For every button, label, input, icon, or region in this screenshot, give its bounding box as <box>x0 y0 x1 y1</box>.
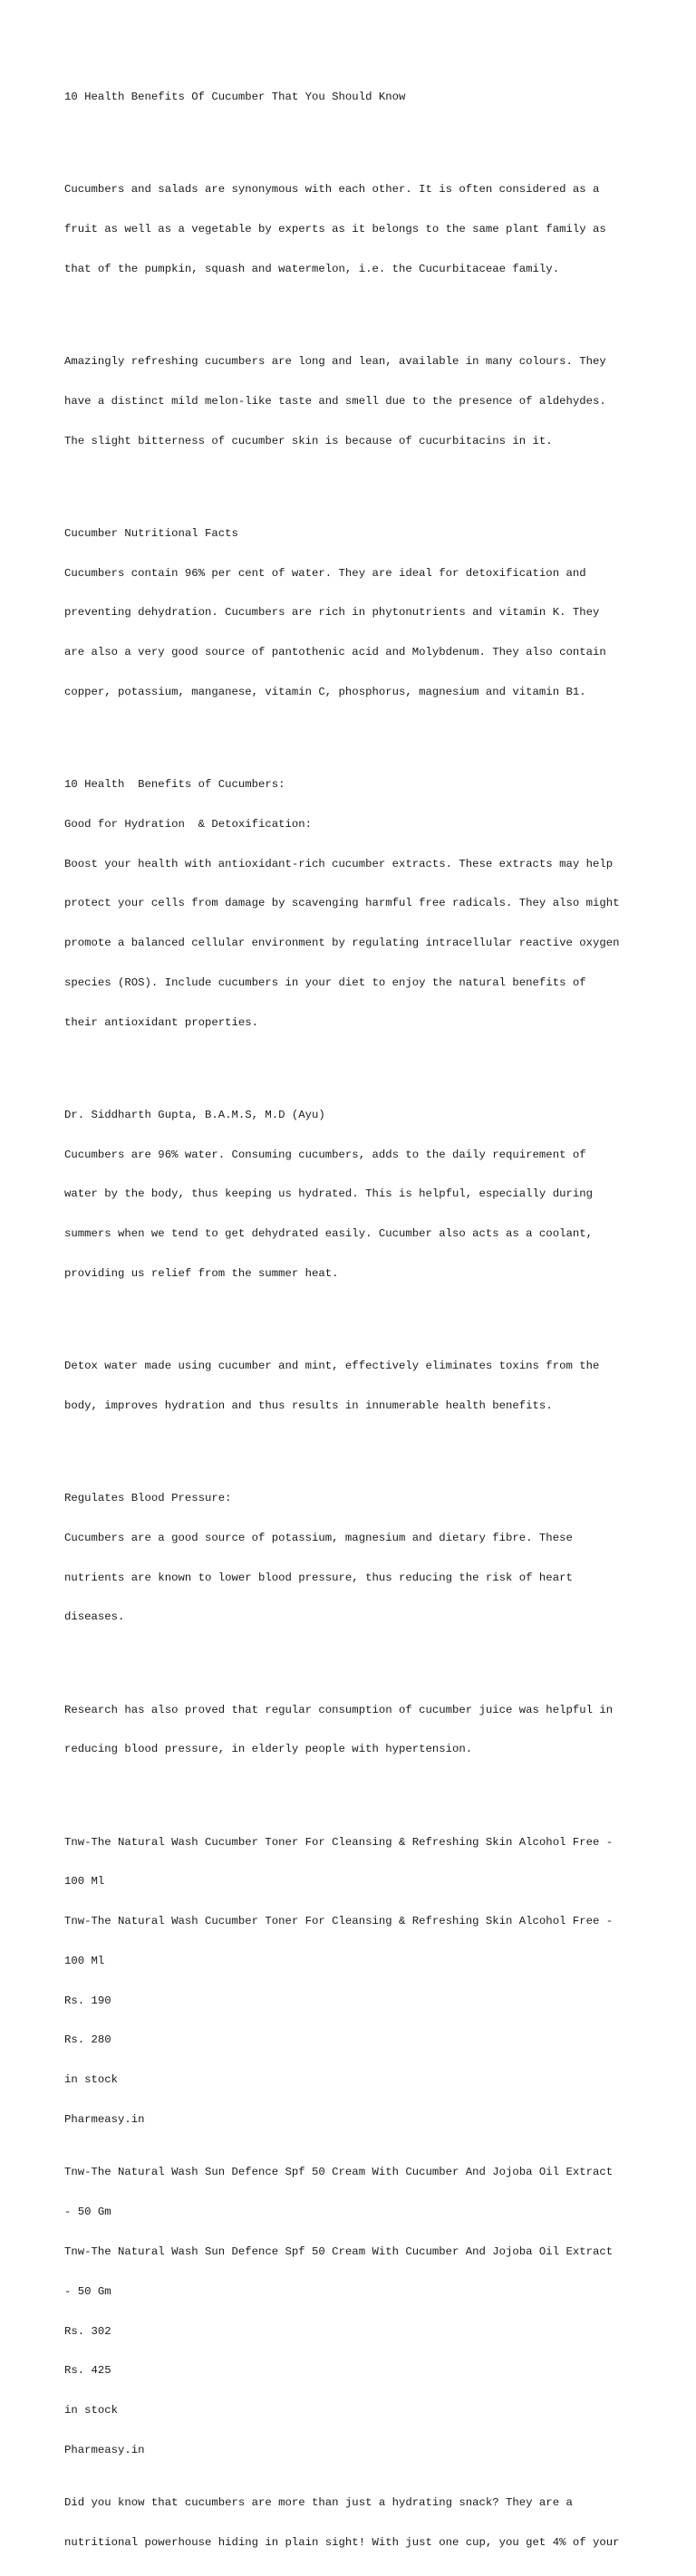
product-name: 100 Ml <box>64 1875 105 1889</box>
spacer <box>64 1783 662 1796</box>
paragraph-line: promote a balanced cellular environment by regulating intracellular reactive oxygen <box>64 937 620 950</box>
paragraph-line: Cucumbers are a good source of potassium, magnesium and dietary fibre. These <box>64 1531 573 1544</box>
product-price: Rs. 302 <box>64 2324 111 2338</box>
product-name: Tnw-The Natural Wash Sun Defence Spf 50 Cream With Cucumber And Jojoba Oil Extract <box>64 2244 614 2258</box>
paragraph-line: The slight bitterness of cucumber skin is because of cucurbitacins in it. <box>64 434 553 447</box>
paragraph-line: Research has also proved that regular consumption of cucumber juice was helpful in <box>64 1703 614 1716</box>
paragraph-line: providing us relief from the summer heat. <box>64 1267 339 1281</box>
product-name: 100 Ml <box>64 1954 105 1967</box>
spacer <box>64 303 662 316</box>
paragraph-line: that of the pumpkin, squash and watermelon, i.e. the Cucurbitaceae family. <box>64 262 560 275</box>
paragraph-line: fruit as well as a vegetable by experts as it belongs to the same plant family as <box>64 223 606 236</box>
section-heading: Regulates Blood Pressure: <box>64 1492 232 1505</box>
spacer <box>64 1056 662 1070</box>
product-stock: in stock <box>64 2073 119 2087</box>
paragraph-line: species (ROS). Include cucumbers in your diet to enjoy the natural benefits of <box>64 976 586 989</box>
product-price: Rs. 190 <box>64 1994 111 2007</box>
paragraph-line: diseases. <box>64 1610 125 1624</box>
document-title: 10 Health Benefits Of Cucumber That You Should Know <box>64 91 406 104</box>
paragraph-line: have a distinct mild melon-like taste and smell due to the presence of aldehydes. <box>64 394 606 408</box>
paragraph-line: Cucumbers contain 96% per cent of water. They are ideal for detoxification and <box>64 566 586 580</box>
spacer <box>64 474 662 487</box>
paragraph-line: Boost your health with antioxidant-rich cucumber extracts. These extracts may help <box>64 857 614 870</box>
paragraph-line: nutritional powerhouse hiding in plain sight! With just one cup, you get 4% of your <box>64 2536 620 2550</box>
product-name: Tnw-The Natural Wash Sun Defence Spf 50 Cream With Cucumber And Jojoba Oil Extract <box>64 2166 614 2179</box>
paragraph-line: water by the body, thus keeping us hydrated. This is helpful, especially during <box>64 1187 593 1201</box>
paragraph-line: body, improves hydration and thus results in innumerable health benefits. <box>64 1399 553 1412</box>
product-stock: in stock <box>64 2404 119 2417</box>
section-heading: 10 Health Benefits of Cucumbers: <box>64 778 285 792</box>
paragraph-line: preventing dehydration. Cucumbers are rich in phytonutrients and vitamin K. They <box>64 606 600 620</box>
spacer <box>64 1439 662 1453</box>
product-mrp: Rs. 425 <box>64 2364 111 2378</box>
product-seller: Pharmeasy.in <box>64 2443 145 2456</box>
paragraph-line: reducing blood pressure, in elderly people with hypertension. <box>64 1743 473 1756</box>
paragraph-line: Cucumbers and salads are synonymous with each other. It is often considered as a <box>64 183 600 197</box>
section-heading: Cucumber Nutritional Facts <box>64 526 238 540</box>
paragraph-line: nutrients are known to lower blood pressure, thus reducing the risk of heart <box>64 1571 573 1584</box>
paragraph-line: their antioxidant properties. <box>64 1015 259 1029</box>
paragraph-line: protect your cells from damage by scavenging harmful free radicals. They also might <box>64 897 620 910</box>
doctor-attribution: Dr. Siddharth Gupta, B.A.M.S, M.D (Ayu) <box>64 1108 325 1121</box>
product-name: - 50 Gm <box>64 2206 111 2219</box>
paragraph-line: Amazingly refreshing cucumbers are long and lean, available in many colours. They <box>64 355 606 369</box>
product-name: Tnw-The Natural Wash Cucumber Toner For Cleansing & Refreshing Skin Alcohol Free - <box>64 1915 614 1928</box>
paragraph-line: Did you know that cucumbers are more than just a hydrating snack? They are a <box>64 2496 573 2510</box>
spacer <box>64 130 662 144</box>
paragraph-line: Cucumbers are 96% water. Consuming cucumbers, adds to the daily requirement of <box>64 1148 586 1161</box>
product-seller: Pharmeasy.in <box>64 2113 145 2127</box>
paragraph-line: copper, potassium, manganese, vitamin C, phosphorus, magnesium and vitamin B1. <box>64 685 586 698</box>
spacer <box>64 1307 662 1321</box>
section-subheading: Good for Hydration & Detoxification: <box>64 817 313 831</box>
spacer <box>64 726 662 739</box>
product-name: Tnw-The Natural Wash Cucumber Toner For Cleansing & Refreshing Skin Alcohol Free - <box>64 1835 614 1849</box>
product-mrp: Rs. 280 <box>64 2033 111 2047</box>
product-name: - 50 Gm <box>64 2284 111 2298</box>
paragraph-line: are also a very good source of pantothenic acid and Molybdenum. They also contain <box>64 646 606 659</box>
paragraph-line: Detox water made using cucumber and mint, effectively eliminates toxins from the <box>64 1360 600 1373</box>
document-body <box>64 64 662 2576</box>
paragraph-line: summers when we tend to get dehydrated easily. Cucumber also acts as a coolant, <box>64 1227 593 1241</box>
spacer <box>64 1650 662 1664</box>
